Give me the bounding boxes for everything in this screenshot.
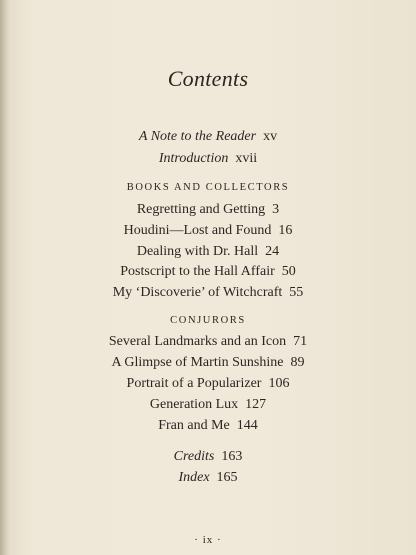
toc-entry-label: Houdini—Lost and Found [123,223,272,238]
toc-entry [0,376,416,392]
toc-entry-page: 16 [278,223,293,238]
toc-entry [0,202,416,218]
toc-entry [0,418,416,434]
section-heading-conjurors: CONJURORS [170,315,246,326]
toc-entry-page: 144 [236,418,258,433]
toc-entry-page: xv [263,129,278,144]
toc-entry [0,355,416,371]
toc-entry [0,334,416,350]
toc-entry-label: Credits [173,449,215,464]
toc-entry-page: 106 [268,376,290,391]
toc-entry-page: 71 [293,334,308,349]
section-heading-books-and-collectors: BOOKS AND COLLECTORS [126,182,290,193]
toc-entry-page: 50 [281,264,296,279]
toc-entry-label: Fran and Me [158,418,230,433]
toc-entry-label: A Glimpse of Martin Sunshine [111,355,284,370]
toc-entry-page: 55 [289,285,304,300]
toc-entry-label: Generation Lux [149,397,239,412]
toc-entry-label: My ‘Discoverie’ of Witchcraft [112,285,283,300]
toc-entry-page: 24 [265,244,280,259]
toc-entry-page: 163 [221,449,243,464]
toc-entry-label: Index [178,470,210,485]
toc-entry-label: A Note to the Reader [138,129,257,144]
toc-entry [0,223,416,239]
toc-entry [0,285,416,301]
toc-entry-page: 3 [272,202,280,217]
page-number: · ix · [194,534,222,546]
toc-entry-credits [0,449,416,465]
toc-entry-page: xvii [235,151,258,166]
toc-entry-page: 127 [245,397,267,412]
toc-entry-page: 89 [290,355,305,370]
toc-entry-page: 165 [216,470,238,485]
toc-entry [0,244,416,260]
toc-entry-note-to-reader [0,129,416,145]
toc-entry-label: Regretting and Getting [136,202,266,217]
toc-entry [0,264,416,280]
toc-entry-introduction [0,151,416,167]
toc-entry-label: Postscript to the Hall Affair [120,264,275,279]
toc-entry-label: Portrait of a Popularizer [126,376,262,391]
toc-entry-label: Introduction [158,151,229,166]
toc-entry-index [0,470,416,486]
toc-entry [0,397,416,413]
page-title: Contents [167,66,249,91]
toc-entry-label: Several Landmarks and an Icon [108,334,287,349]
toc-entry-label: Dealing with Dr. Hall [136,244,259,259]
